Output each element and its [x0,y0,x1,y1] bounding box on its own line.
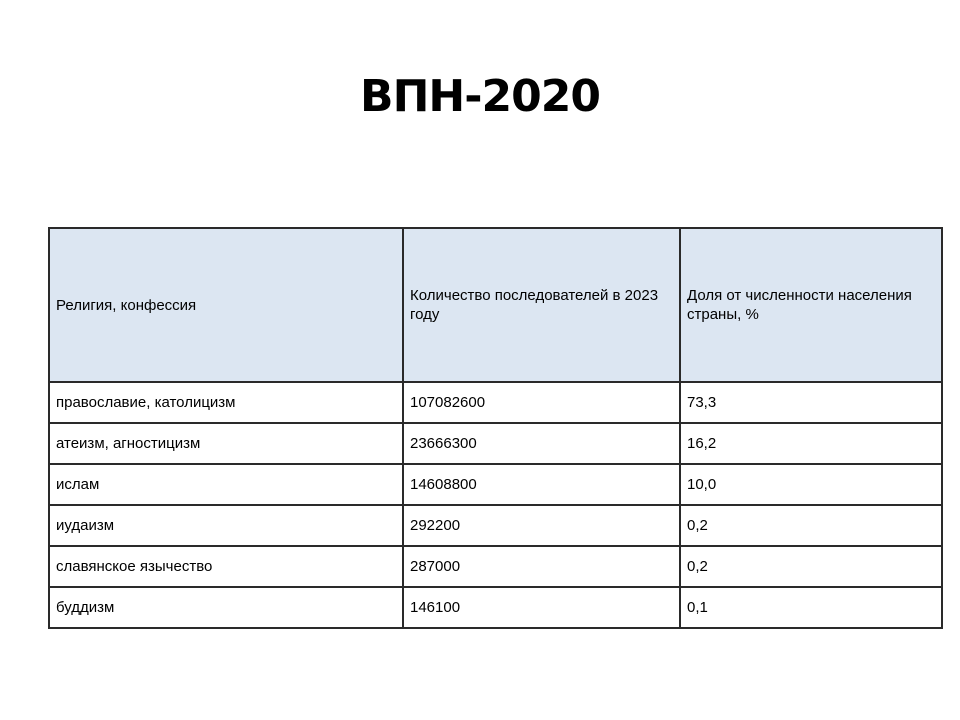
slide-title: ВПН-2020 [360,71,600,122]
cell-share: 0,1 [680,587,942,628]
cell-religion: иудаизм [49,505,403,546]
table-row [49,546,942,587]
cell-religion: буддизм [49,587,403,628]
cell-share: 16,2 [680,423,942,464]
cell-religion: славянское язычество [49,546,403,587]
table-row [49,587,942,628]
cell-followers: 146100 [403,587,680,628]
header-population-share: Доля от численности населения страны, % [680,228,942,382]
cell-share: 0,2 [680,505,942,546]
cell-share: 0,2 [680,546,942,587]
cell-religion: ислам [49,464,403,505]
cell-religion: атеизм, агностицизм [49,423,403,464]
table-row [49,382,942,423]
religion-table [48,227,943,629]
header-followers-count: Количество последователей в 2023 году [403,228,680,382]
table-row [49,505,942,546]
cell-followers: 23666300 [403,423,680,464]
cell-followers: 107082600 [403,382,680,423]
cell-followers: 14608800 [403,464,680,505]
header-religion: Религия, конфессия [49,228,403,382]
cell-share: 10,0 [680,464,942,505]
table-row [49,423,942,464]
cell-religion: православие, католицизм [49,382,403,423]
table-row [49,464,942,505]
table-header-row [49,228,942,382]
cell-followers: 287000 [403,546,680,587]
cell-share: 73,3 [680,382,942,423]
cell-followers: 292200 [403,505,680,546]
